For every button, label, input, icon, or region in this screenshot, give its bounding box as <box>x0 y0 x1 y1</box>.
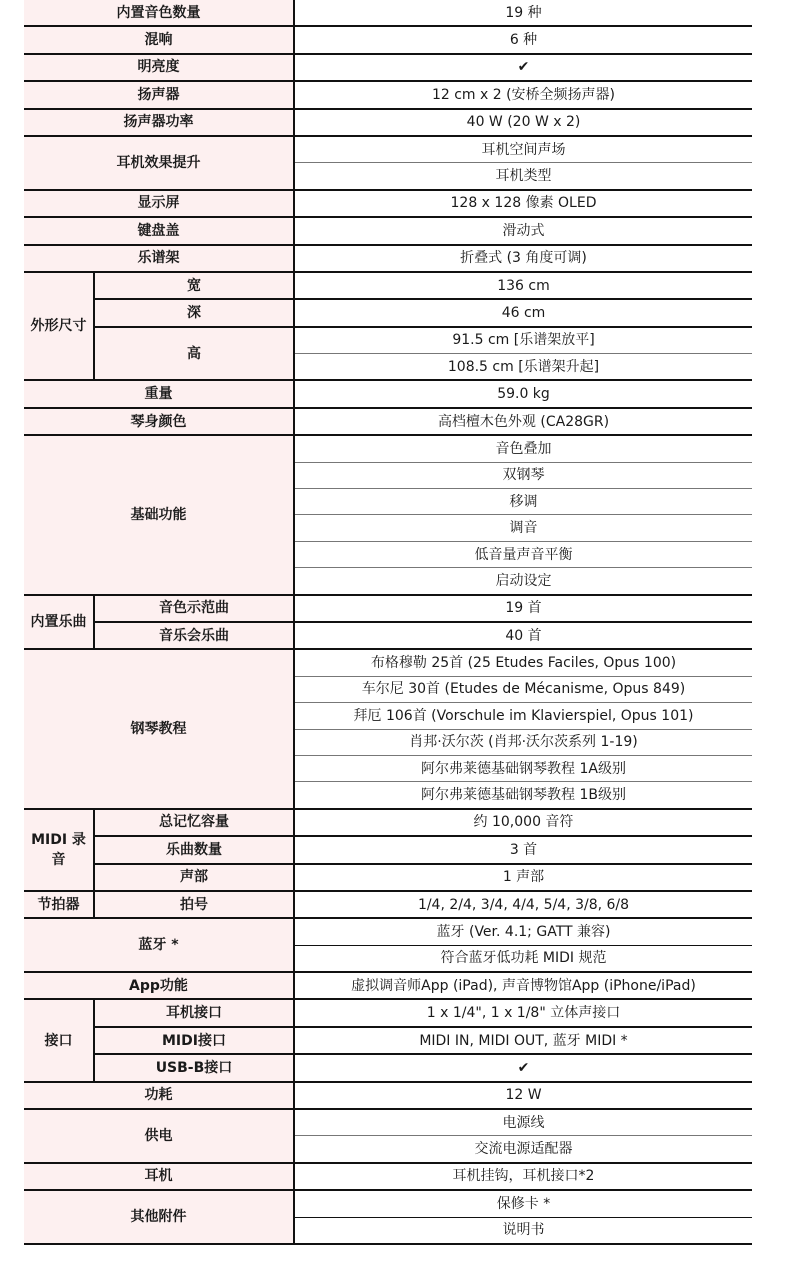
spec-sub-label: 声部 <box>94 864 294 891</box>
spec-value: 高档檀木色外观 (CA28GR) <box>294 408 752 435</box>
spec-row <box>24 408 752 435</box>
spec-value: 46 cm <box>294 299 752 326</box>
spec-value: 双钢琴 <box>294 462 752 488</box>
spec-label: App功能 <box>24 972 294 999</box>
spec-group-label: 内置乐曲 <box>24 595 94 650</box>
spec-value: 保修卡 * <box>294 1190 752 1217</box>
spec-value: 12 W <box>294 1082 752 1109</box>
spec-sub-label: USB-B接口 <box>94 1054 294 1081</box>
spec-value: 91.5 cm [乐谱架放平] <box>294 327 752 354</box>
spec-label: 蓝牙 * <box>24 918 294 972</box>
spec-value: 约 10,000 音符 <box>294 809 752 836</box>
spec-row <box>24 272 752 299</box>
spec-value: 阿尔弗莱德基础钢琴教程 1A级别 <box>294 755 752 781</box>
spec-label: 内置音色数量 <box>24 0 294 26</box>
spec-row <box>24 1163 752 1190</box>
spec-row <box>24 622 752 649</box>
spec-row <box>24 435 752 462</box>
spec-value: 6 种 <box>294 26 752 53</box>
spec-row <box>24 649 752 676</box>
spec-row <box>24 26 752 53</box>
spec-value: 说明书 <box>294 1217 752 1244</box>
spec-row <box>24 81 752 108</box>
spec-value: 1 x 1/4", 1 x 1/8" 立体声接口 <box>294 999 752 1026</box>
spec-group-label: 外形尺寸 <box>24 272 94 381</box>
spec-value: ✔ <box>294 54 752 81</box>
spec-value: MIDI IN, MIDI OUT, 蓝牙 MIDI * <box>294 1027 752 1054</box>
spec-row <box>24 1082 752 1109</box>
spec-value: 音色叠加 <box>294 435 752 462</box>
spec-value: 136 cm <box>294 272 752 299</box>
spec-row <box>24 0 752 26</box>
spec-sub-label: 深 <box>94 299 294 326</box>
spec-value: 19 种 <box>294 0 752 26</box>
spec-label: 耳机效果提升 <box>24 136 294 190</box>
spec-value: 布格穆勒 25首 (25 Etudes Faciles, Opus 100) <box>294 649 752 676</box>
spec-sub-label: 音色示范曲 <box>94 595 294 622</box>
spec-label: 琴身颜色 <box>24 408 294 435</box>
spec-value: 拜厄 106首 (Vorschule im Klavierspiel, Opus 101) <box>294 703 752 729</box>
spec-label: 混响 <box>24 26 294 53</box>
spec-label: 重量 <box>24 380 294 407</box>
spec-group-label: 接口 <box>24 999 94 1081</box>
spec-value: 耳机挂钩，耳机接口*2 <box>294 1163 752 1190</box>
spec-row <box>24 864 752 891</box>
spec-label: 键盘盖 <box>24 217 294 244</box>
spec-value: 肖邦·沃尔茨 (肖邦·沃尔茨系列 1-19) <box>294 729 752 755</box>
spec-row <box>24 1054 752 1081</box>
spec-row <box>24 299 752 326</box>
spec-value: 128 x 128 像素 OLED <box>294 190 752 217</box>
spec-value: 蓝牙 (Ver. 4.1; GATT 兼容) <box>294 918 752 945</box>
spec-sub-label: 拍号 <box>94 891 294 918</box>
spec-row <box>24 217 752 244</box>
spec-label: 钢琴教程 <box>24 649 294 808</box>
spec-label: 显示屏 <box>24 190 294 217</box>
spec-row <box>24 327 752 354</box>
spec-value: 1 声部 <box>294 864 752 891</box>
spec-value: 移调 <box>294 489 752 515</box>
spec-sub-label: 总记忆容量 <box>94 809 294 836</box>
spec-row <box>24 891 752 918</box>
spec-row <box>24 809 752 836</box>
spec-row <box>24 999 752 1026</box>
spec-row <box>24 836 752 863</box>
spec-value: 1/4, 2/4, 3/4, 4/4, 5/4, 3/8, 6/8 <box>294 891 752 918</box>
spec-row <box>24 972 752 999</box>
spec-value: 耳机空间声场 <box>294 136 752 163</box>
spec-label: 扬声器 <box>24 81 294 108</box>
spec-value: 符合蓝牙低功耗 MIDI 规范 <box>294 945 752 972</box>
spec-sub-label: 耳机接口 <box>94 999 294 1026</box>
spec-sub-label: 音乐会乐曲 <box>94 622 294 649</box>
spec-value: 阿尔弗莱德基础钢琴教程 1B级别 <box>294 782 752 809</box>
spec-group-label: 节拍器 <box>24 891 94 918</box>
spec-label: 乐谱架 <box>24 245 294 272</box>
spec-value: 折叠式 (3 角度可调) <box>294 245 752 272</box>
spec-value: 滑动式 <box>294 217 752 244</box>
spec-value: 耳机类型 <box>294 163 752 190</box>
spec-value: 交流电源适配器 <box>294 1136 752 1163</box>
spec-row <box>24 136 752 163</box>
spec-row <box>24 54 752 81</box>
spec-value: 40 首 <box>294 622 752 649</box>
spec-row <box>24 380 752 407</box>
spec-value: 12 cm x 2 (安桥全频扬声器) <box>294 81 752 108</box>
spec-value: 启动设定 <box>294 568 752 595</box>
spec-row <box>24 190 752 217</box>
spec-label: 明亮度 <box>24 54 294 81</box>
spec-label: 耳机 <box>24 1163 294 1190</box>
spec-group-label: MIDI 录音 <box>24 809 94 891</box>
spec-label: 基础功能 <box>24 435 294 594</box>
spec-row <box>24 245 752 272</box>
spec-label: 扬声器功率 <box>24 109 294 136</box>
spec-value: 19 首 <box>294 595 752 622</box>
spec-value: 40 W (20 W x 2) <box>294 109 752 136</box>
spec-value: 3 首 <box>294 836 752 863</box>
spec-table <box>24 0 752 1245</box>
spec-value: ✔ <box>294 1054 752 1081</box>
spec-value: 虚拟调音师App (iPad), 声音博物馆App (iPhone/iPad) <box>294 972 752 999</box>
spec-sub-label: 宽 <box>94 272 294 299</box>
spec-row <box>24 1190 752 1217</box>
spec-label: 供电 <box>24 1109 294 1163</box>
spec-label: 其他附件 <box>24 1190 294 1244</box>
spec-row <box>24 1109 752 1136</box>
spec-row <box>24 595 752 622</box>
spec-value: 低音量声音平衡 <box>294 541 752 567</box>
spec-row <box>24 109 752 136</box>
spec-row <box>24 918 752 945</box>
spec-value: 电源线 <box>294 1109 752 1136</box>
spec-sub-label: 乐曲数量 <box>94 836 294 863</box>
spec-value: 车尔尼 30首 (Etudes de Mécanisme, Opus 849) <box>294 676 752 702</box>
spec-value: 108.5 cm [乐谱架升起] <box>294 354 752 381</box>
spec-sub-label: MIDI接口 <box>94 1027 294 1054</box>
spec-value: 59.0 kg <box>294 380 752 407</box>
spec-label: 功耗 <box>24 1082 294 1109</box>
spec-value: 调音 <box>294 515 752 541</box>
spec-sub-label: 高 <box>94 327 294 381</box>
spec-row <box>24 1027 752 1054</box>
